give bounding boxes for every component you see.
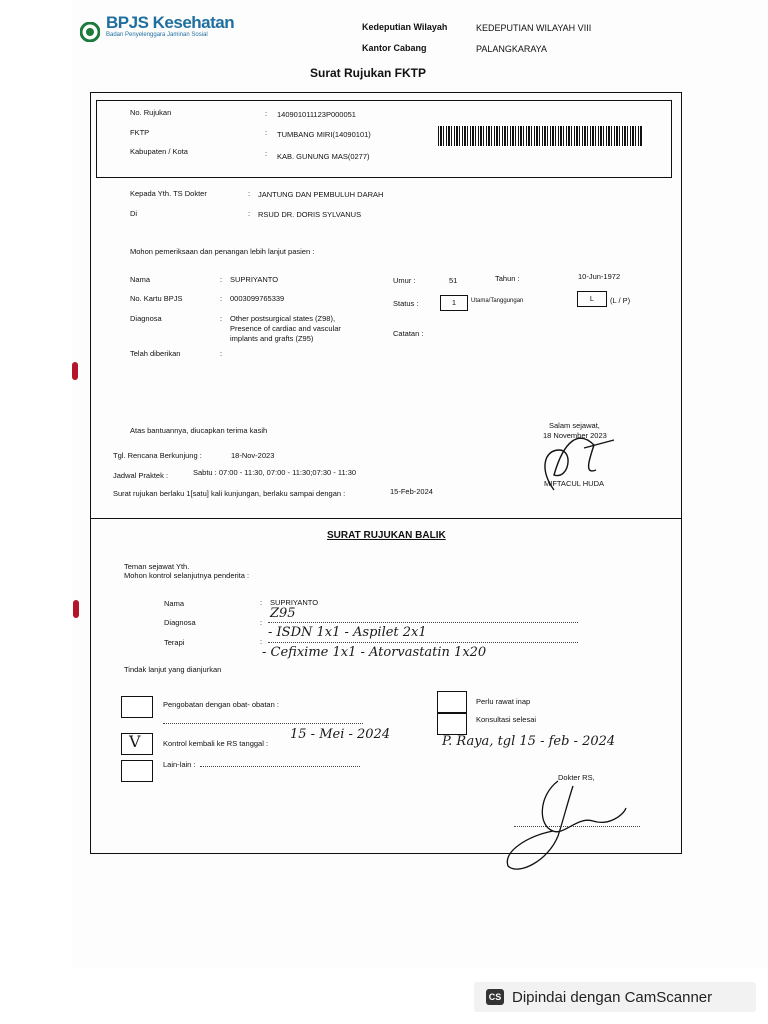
fktp-value: TUMBANG MIRI(14090101) [277, 130, 371, 139]
diagnosa-line2: Presence of cardiac and vascular [230, 324, 341, 333]
kepada-label: Kepada Yth. TS Dokter [130, 189, 207, 198]
opt-lain-label: Lain-lain : [163, 760, 196, 769]
jadwal-label: Jadwal Praktek : [113, 471, 169, 480]
doctor-signature-icon [534, 420, 624, 505]
lain-line [200, 766, 360, 767]
berlaku-text: Surat rujukan berlaku 1[satu] kali kunjungan, berlaku sampai dengan : [113, 489, 346, 498]
sex-desc: (L / P) [610, 296, 631, 305]
logo-subtext: Badan Penyelenggara Jaminan Sosial [106, 32, 208, 38]
kartu-value: 0003099765339 [230, 294, 285, 303]
bpjs-logo-icon [80, 22, 100, 47]
diberikan-label: Telah diberikan [130, 349, 181, 358]
no-rujukan-value: 140901011123P000051 [277, 110, 356, 119]
berlaku-value: 15-Feb-2024 [390, 487, 433, 496]
colon: : [220, 275, 223, 284]
balik-greet1: Teman sejawat Yth. [124, 562, 190, 571]
check-mark-icon: V [129, 732, 141, 751]
document-title: Surat Rujukan FKTP [310, 66, 427, 80]
kabupaten-label: Kabupaten / Kota [130, 147, 188, 156]
diagnosa-line1: Other postsurgical states (Z98), [230, 314, 336, 323]
kantor-value: PALANGKARAYA [476, 44, 548, 54]
thanks-text: Atas bantuannya, diucapkan terima kasih [130, 426, 268, 435]
opt-obat-label: Pengobatan dengan obat- obatan : [163, 700, 279, 709]
colon: : [265, 109, 268, 118]
colon: : [260, 637, 263, 646]
diagnosa-label: Diagnosa [130, 314, 162, 323]
barcode [438, 126, 643, 146]
dokter-rs-signature-icon [498, 776, 638, 881]
section-divider [90, 518, 682, 519]
colon: : [265, 149, 268, 158]
terapi-handwriting-2: - Cefixime 1x1 - Atorvastatin 1x20 [262, 645, 487, 660]
colon: : [265, 128, 268, 137]
balik-greet2: Mohon kontrol selanjutnya penderita : [124, 571, 250, 580]
dokter-rs-label: Dokter RS, [558, 773, 595, 782]
jadwal-value: Sabtu : 07:00 - 11:30, 07:00 - 11:30;07:30 - 11:30 [193, 468, 357, 477]
checkbox-rawat[interactable] [437, 691, 467, 713]
balik-title: SURAT RUJUKAN BALIK [327, 530, 446, 541]
rencana-value: 18-Nov-2023 [231, 451, 275, 460]
status-desc: Utama/Tanggungan [471, 298, 524, 304]
di-value: RSUD DR. DORIS SYLVANUS [258, 210, 362, 219]
checkbox-obat[interactable] [121, 696, 153, 718]
checkbox-konsul[interactable] [437, 713, 467, 735]
kantor-label: Kantor Cabang [362, 43, 427, 53]
catatan-label: Catatan : [393, 329, 424, 338]
colon: : [248, 209, 251, 218]
kabupaten-value: KAB. GUNUNG MAS(0277) [277, 152, 370, 161]
balik-diagnosa-label: Diagnosa [164, 618, 196, 627]
colon: : [220, 349, 223, 358]
opt-rawat-label: Perlu rawat inap [476, 697, 531, 706]
diagnosa-line [268, 622, 578, 623]
tahun-value: 10-Jun-1972 [578, 272, 621, 281]
opt-konsul-label: Konsultasi selesai [476, 715, 537, 724]
kedeputian-value: KEDEPUTIAN WILAYAH VIII [476, 23, 592, 33]
umur-label: Umur : [393, 276, 416, 285]
tindak-label: Tindak lanjut yang dianjurkan [124, 665, 222, 674]
status-label: Status : [393, 299, 419, 308]
colon: : [260, 618, 263, 627]
terapi-handwriting-1: - ISDN 1x1 - Aspilet 2x1 [268, 625, 427, 640]
status-box: 1 [440, 295, 468, 311]
umur-value: 51 [449, 276, 458, 285]
sex-box: L [577, 291, 607, 307]
balik-nama-label: Nama [164, 599, 185, 608]
colon: : [220, 314, 223, 323]
logo-text: BPJS Kesehatan [106, 13, 235, 32]
camscanner-text: Dipindai dengan CamScanner [512, 988, 713, 1006]
di-label: Di [130, 209, 138, 218]
terapi-label: Terapi [164, 638, 185, 647]
checkbox-kontrol[interactable] [121, 733, 153, 755]
camscanner-badge [474, 982, 756, 1012]
colon: : [220, 294, 223, 303]
place-date-handwriting: P. Raya, tgl 15 - feb - 2024 [442, 734, 616, 749]
terapi-line [268, 642, 578, 643]
kepada-value: JANTUNG DAN PEMBULUH DARAH [258, 190, 384, 199]
kartu-label: No. Kartu BPJS [130, 294, 183, 303]
nama-value: SUPRIYANTO [230, 275, 279, 284]
diagnosa-handwriting: Z95 [270, 606, 296, 621]
diagnosa-line3: implants and grafts (Z95) [230, 334, 314, 343]
colon: : [260, 598, 263, 607]
camscanner-logo-icon: CS [486, 989, 504, 1005]
red-mark-top [72, 362, 78, 380]
salam-text: Salam sejawat, [549, 421, 600, 430]
obat-line [163, 723, 363, 724]
balik-nama-value: SUPRIYANTO [270, 598, 319, 607]
opt-kontrol-label: Kontrol kembali ke RS tanggal : [163, 739, 269, 748]
pasien-intro: Mohon pemeriksaan dan penangan lebih lanjut pasien : [130, 247, 315, 256]
rencana-label: Tgl. Rencana Berkunjung : [113, 451, 202, 460]
doctor-name: MIFTACUL HUDA [544, 479, 604, 488]
kontrol-handwriting: 15 - Mei - 2024 [290, 727, 391, 742]
red-mark-bottom [73, 600, 79, 618]
checkbox-lain[interactable] [121, 760, 153, 782]
tahun-label: Tahun : [495, 274, 520, 283]
no-rujukan-label: No. Rujukan [130, 108, 172, 117]
colon: : [248, 189, 251, 198]
nama-label: Nama [130, 275, 151, 284]
kedeputian-label: Kedeputian Wilayah [362, 22, 448, 32]
dokter-rs-line [514, 826, 640, 827]
salam-date: 18 November 2023 [543, 431, 607, 440]
fktp-label: FKTP [130, 128, 150, 137]
